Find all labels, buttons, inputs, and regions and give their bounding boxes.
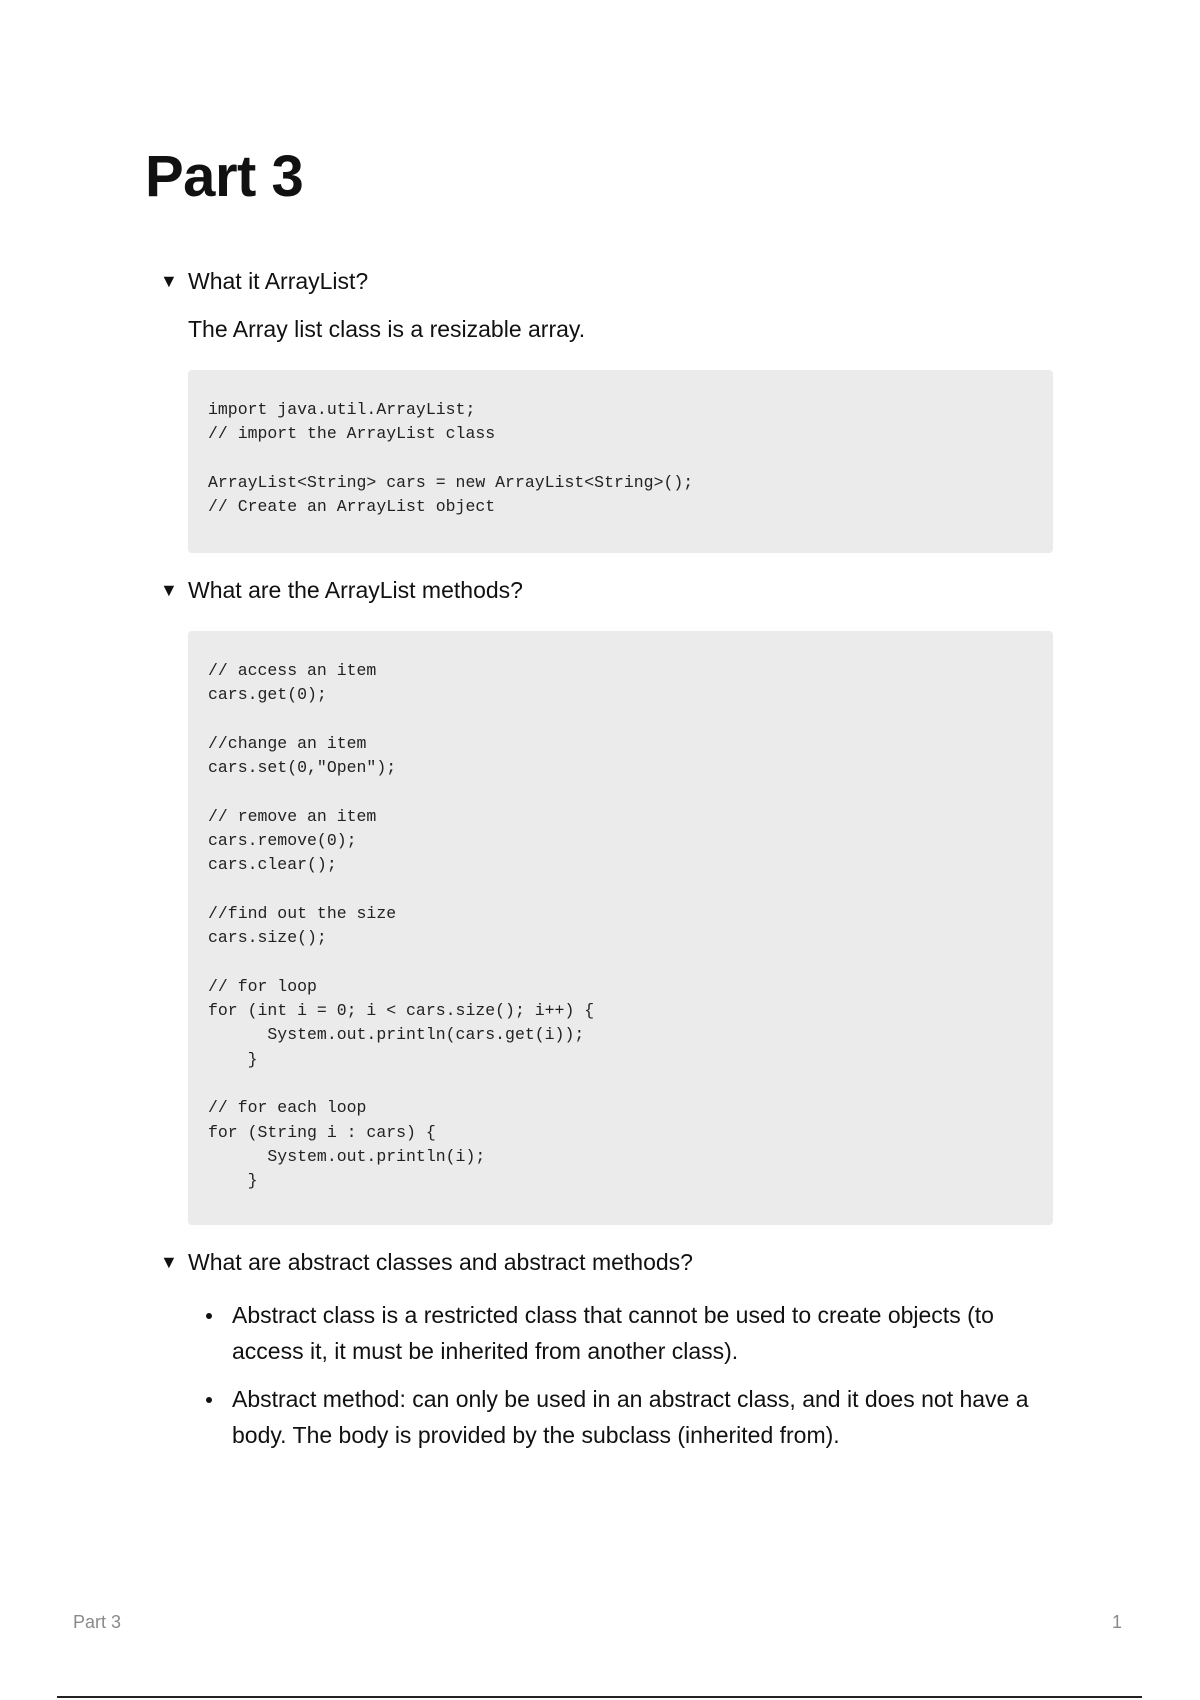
triangle-down-icon[interactable]: ▼: [160, 1252, 178, 1272]
paragraph: The Array list class is a resizable array.: [188, 316, 586, 342]
triangle-down-icon[interactable]: ▼: [160, 580, 178, 600]
page-title: Part 3: [145, 144, 304, 209]
toggle-arraylist: [160, 264, 1060, 517]
toggle-body: [188, 1297, 1053, 1465]
list-item: [188, 1381, 1053, 1453]
code-block-wrapper: [188, 631, 1053, 1225]
toggle-header-methods[interactable]: [160, 573, 1060, 607]
footer-title: Part 3: [73, 1612, 122, 1632]
list-item: [188, 1297, 1053, 1369]
toggle-title: What are the ArrayList methods?: [188, 577, 523, 603]
bullet-icon: [206, 1313, 212, 1319]
bullet-icon: [206, 1397, 212, 1403]
toggle-header-arraylist[interactable]: [160, 264, 1060, 298]
bullet-list: [188, 1297, 1053, 1453]
toggle-title: What it ArrayList?: [188, 268, 369, 294]
code-block-wrapper: [188, 370, 1053, 553]
bottom-rule: [57, 1696, 1142, 1698]
list-item-text: Abstract method: can only be used in an abstract class, and it does not have a body. The body is provided by the subclass (inherited from).: [232, 1386, 1029, 1448]
toggle-arraylist-methods: [160, 573, 1060, 1191]
toggle-abstract-classes: [160, 1245, 1060, 1448]
code-text: // access an item cars.get(0); //change an item cars.set(0,"Open"); // remove an item cars.remove(0); cars.clear(); //find out the size cars.size(); // for loop for (int i = 0; i < cars.size(); i++) { System.out.println(cars.get(i)); } // for each loop for (String i : cars) { System.out.println(i); }: [208, 661, 595, 1191]
code-block[interactable]: [188, 370, 1053, 553]
toggle-title: What are abstract classes and abstract methods?: [188, 1249, 693, 1275]
toggle-body: [188, 312, 1053, 346]
list-item-text: Abstract class is a restricted class that cannot be used to create objects (to access it, it must be inherited from another class).: [232, 1302, 994, 1364]
triangle-down-icon[interactable]: ▼: [160, 271, 178, 291]
code-block[interactable]: [188, 631, 1053, 1225]
page-number: 1: [1111, 1612, 1122, 1632]
toggle-header-abstract[interactable]: [160, 1245, 1060, 1279]
code-text: import java.util.ArrayList; // import the ArrayList class ArrayList<String> cars = new ArrayList<String>(); // Create an ArrayList object: [208, 400, 694, 517]
